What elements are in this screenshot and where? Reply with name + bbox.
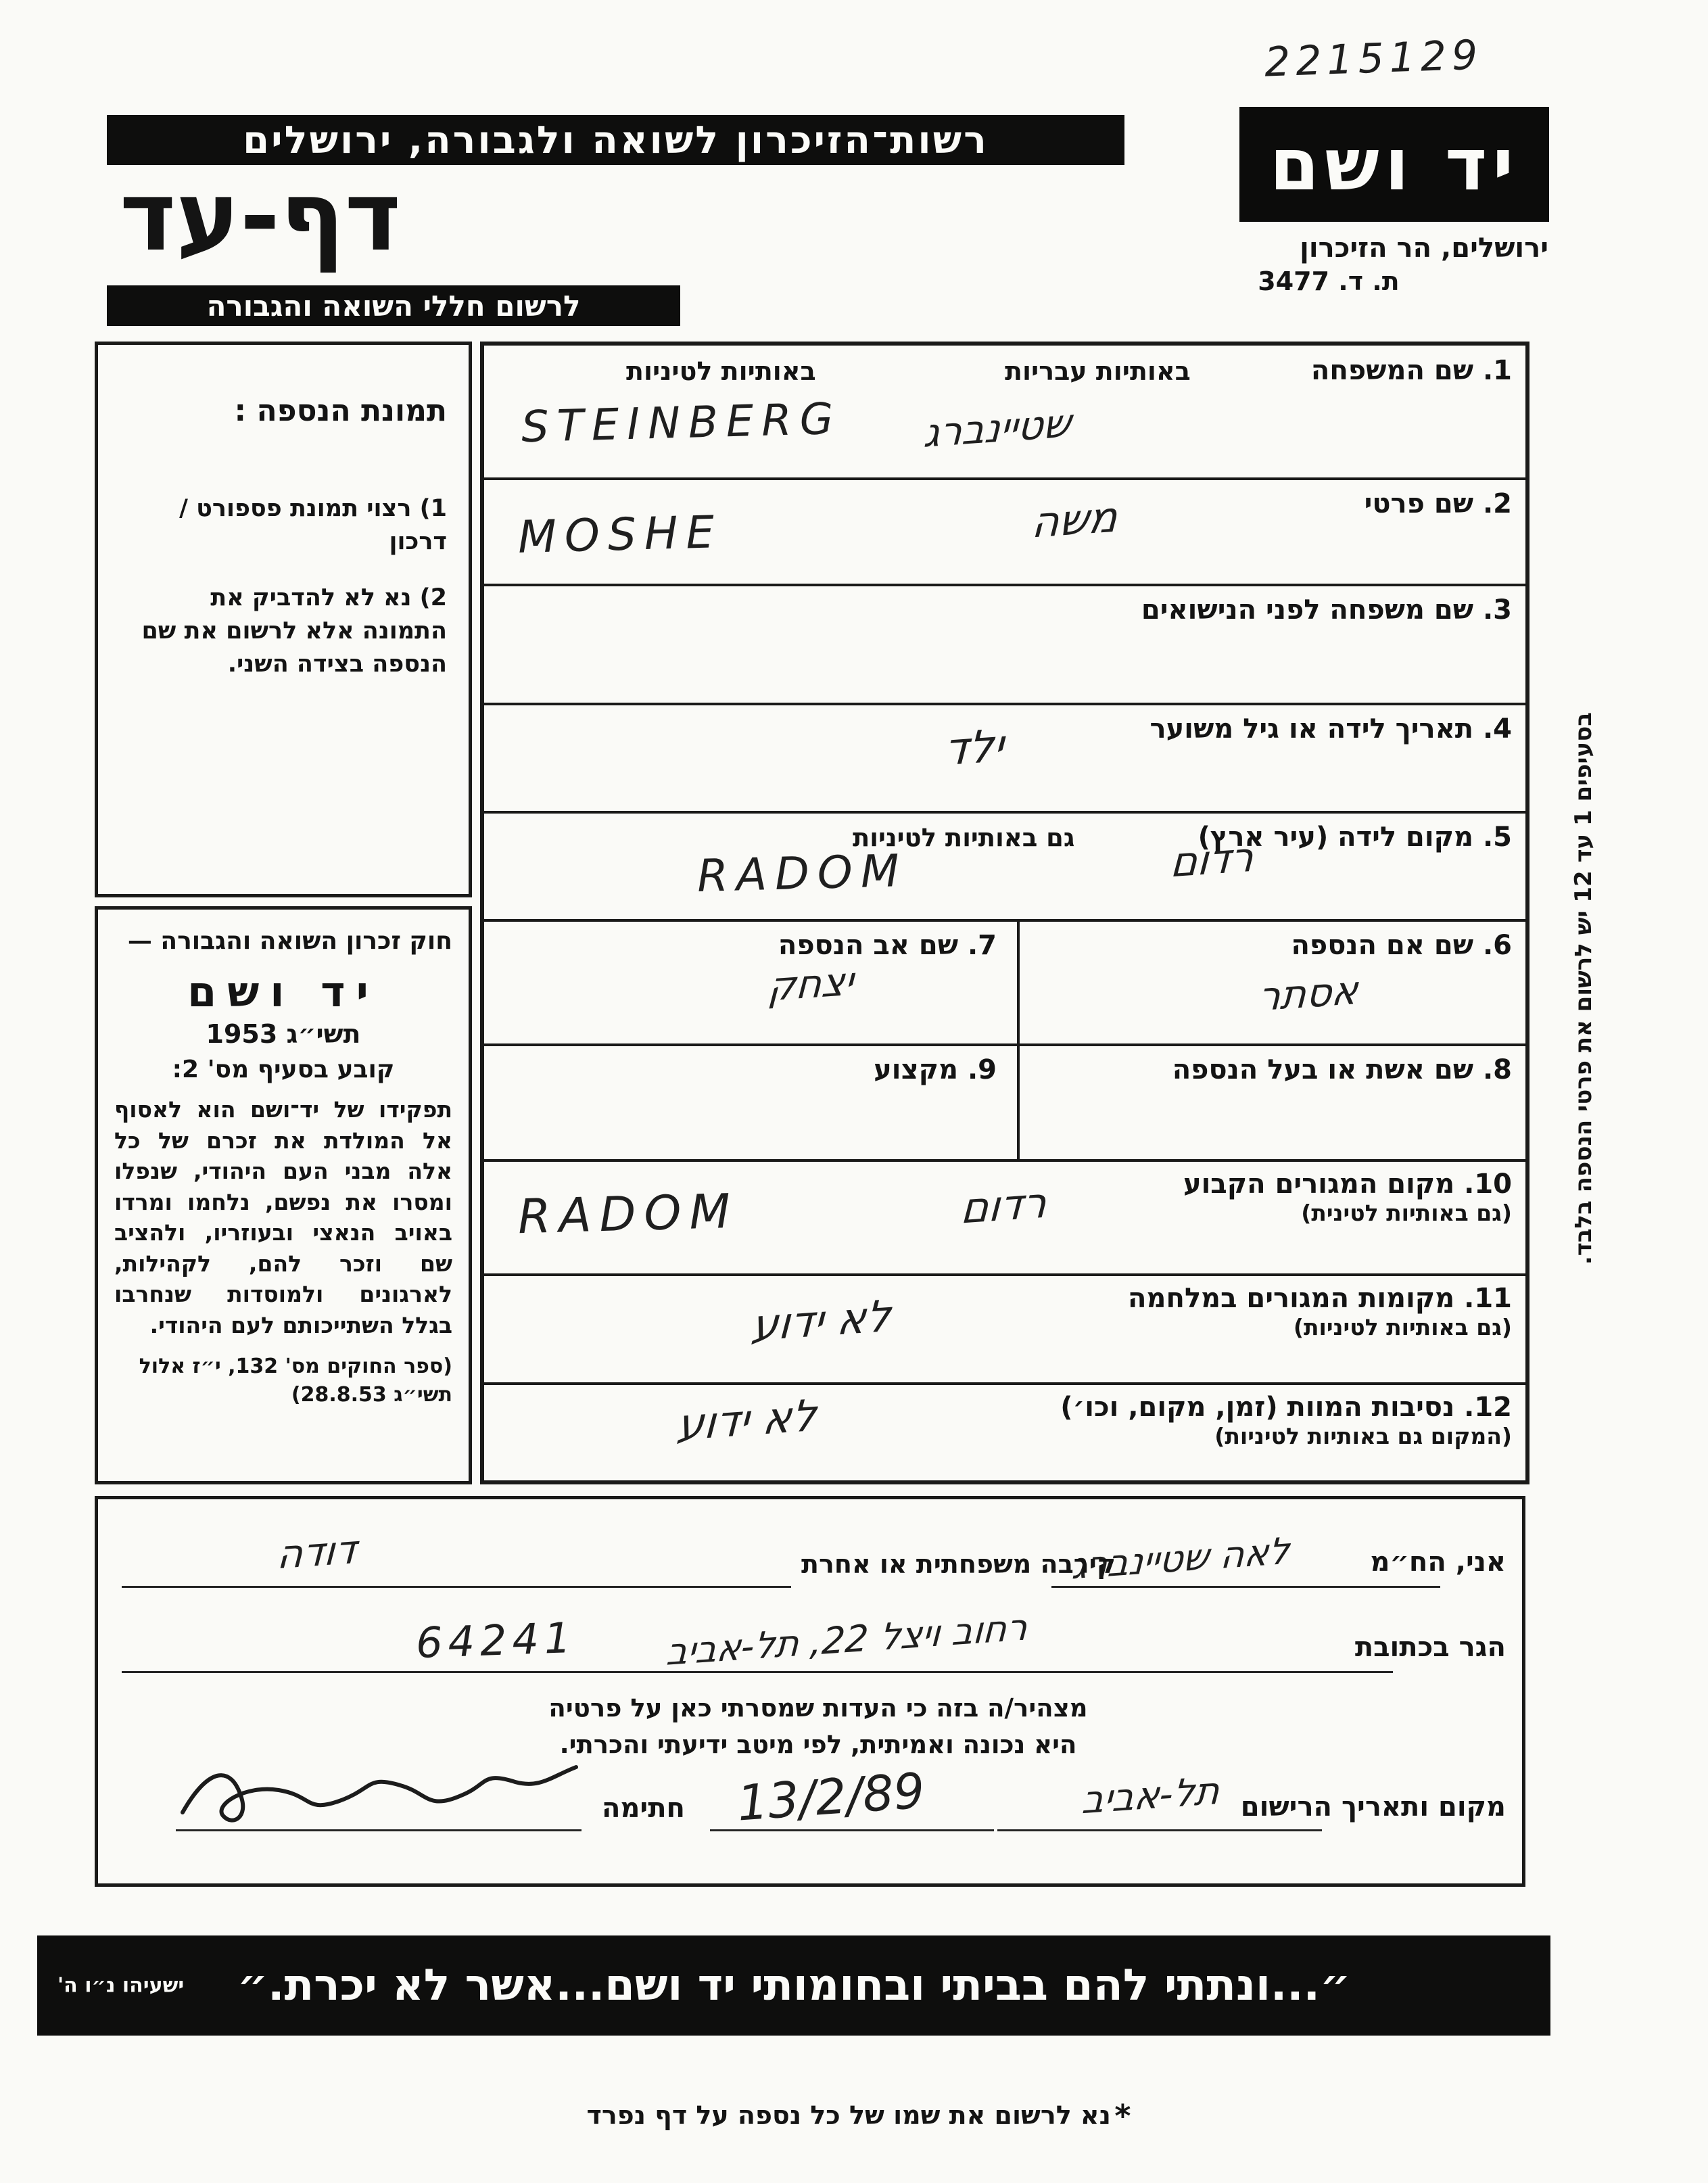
statement-line-1: מצהיר/ה בזה כי העדות שמסרתי כאן על פרטיה bbox=[548, 1693, 1088, 1722]
address-line bbox=[122, 1671, 1393, 1673]
field-row-8-9 bbox=[484, 1043, 1525, 1159]
law-box-org-name: יד ושם bbox=[187, 967, 379, 1016]
undersigned-label: אני, הח״מ bbox=[1370, 1547, 1506, 1578]
field-10-handwriting-hebrew: רדום bbox=[959, 1177, 1049, 1234]
law-box bbox=[95, 906, 472, 1484]
photo-box-title: תמונת הנספה : bbox=[234, 394, 447, 428]
footnote-text: נא לרשום את שמו של כל נספה על דף נפרד bbox=[586, 2100, 1111, 2130]
signature-handwriting bbox=[169, 1748, 588, 1836]
field-5-handwriting-hebrew: רדום bbox=[1168, 833, 1256, 887]
name-line bbox=[1051, 1586, 1440, 1588]
field-12-label-sub: (המקום גם באותיות לטיניות) bbox=[1214, 1423, 1512, 1449]
address-handwriting: רחוב ויצל 22, תל-אביב bbox=[665, 1605, 1029, 1674]
row-divider bbox=[1017, 1046, 1020, 1159]
margin-instruction-vertical: בסעיפים 1 עד 12 יש לרשום את פרטי הנספה בלבד. bbox=[1570, 712, 1597, 1265]
relation-handwriting: דודה bbox=[275, 1526, 358, 1578]
field-8-label: 8. שם אשת או בעל הנספה bbox=[1172, 1054, 1512, 1085]
field-1-label: 1. שם המשפחה bbox=[1310, 355, 1512, 386]
field-4-handwriting: ילד bbox=[942, 719, 1005, 776]
registration-label: מקום ותאריך הרישום bbox=[1240, 1791, 1506, 1823]
footnote bbox=[534, 2098, 1183, 2134]
date-line bbox=[710, 1829, 994, 1831]
relation-line bbox=[122, 1586, 791, 1588]
field-10-handwriting-latin: RADOM bbox=[517, 1183, 739, 1245]
form-fields-table bbox=[480, 342, 1529, 1484]
date-handwriting: 13/2/89 bbox=[735, 1762, 927, 1832]
field-7-handwriting: יצחק bbox=[766, 958, 855, 1010]
field-row-3 bbox=[484, 584, 1525, 703]
authority-header-bar: רשות־הזיכרון לשואה ולגבורה, ירושלים bbox=[107, 115, 1124, 165]
place-line bbox=[997, 1829, 1322, 1831]
declarant-section bbox=[95, 1496, 1525, 1887]
field-6-label: 6. שם אם הנספה bbox=[1291, 930, 1512, 961]
law-box-heading: חוק זכרון השואה והגבורה — bbox=[127, 927, 452, 955]
logo-address-city: ירושלים, הר הזיכרון bbox=[1300, 233, 1548, 264]
field-5-handwriting-latin: RADOM bbox=[696, 844, 908, 903]
field-2-label: 2. שם פרטי bbox=[1364, 488, 1512, 519]
field-row-4 bbox=[484, 703, 1525, 811]
photo-box-note-2: 2) נא לא להדביק את התמונה אלא לרשום את שם הנספה בצידה השני. bbox=[141, 584, 447, 678]
law-box-clause: קובע בסעיף מס' 2: bbox=[172, 1056, 395, 1083]
field-1-col-latin: באותיות לטיניות bbox=[626, 356, 816, 386]
field-2-handwriting-latin: MOSHE bbox=[517, 506, 723, 563]
zip-handwriting: 64241 bbox=[414, 1612, 577, 1668]
field-10-label bbox=[1183, 1169, 1512, 1226]
field-12-handwriting: לא ידוע bbox=[675, 1390, 818, 1451]
field-2-handwriting-hebrew: משה bbox=[1030, 492, 1119, 548]
field-9-label: 9. מקצוע bbox=[874, 1054, 997, 1085]
field-11-label bbox=[1128, 1283, 1512, 1340]
serial-number-handwriting: 2215129 bbox=[1263, 31, 1484, 87]
field-6-handwriting: אסתר bbox=[1256, 966, 1360, 1020]
field-12-label-main: 12. נסיבות המוות (זמן, מקום, וכו׳) bbox=[1060, 1392, 1512, 1423]
field-10-label-sub: (גם באותיות לטינית) bbox=[1301, 1200, 1512, 1226]
field-row-12 bbox=[484, 1382, 1525, 1488]
subtitle-bar: לרשום חללי השואה והגבורה bbox=[107, 285, 680, 326]
field-5-sub-label: גם באותיות לטיניות bbox=[853, 823, 1075, 852]
field-7-label: 7. שם אב הנספה bbox=[778, 930, 997, 961]
photo-box-note-1: 1) רצוי תמונת פספורט / דרכון bbox=[179, 495, 447, 555]
field-11-label-main: 11. מקומות המגורים במלחמה bbox=[1128, 1283, 1512, 1314]
quote-bar bbox=[37, 1935, 1550, 2036]
form-title: דף-עד bbox=[119, 161, 402, 273]
field-1-col-hebrew: באותיות עבריות bbox=[1005, 356, 1191, 386]
quote-attribution: ישעיהו נ״ו ה' bbox=[57, 1973, 185, 1998]
yad-vashem-logo bbox=[1239, 107, 1549, 222]
statement-line-2: היא נכונה ואמיתית, לפי מיטב ידיעתי והכרתי. bbox=[559, 1729, 1077, 1759]
address-label: הגר בכתובת bbox=[1354, 1632, 1506, 1663]
field-row-1 bbox=[484, 346, 1525, 477]
footnote-asterisk: * bbox=[1114, 2098, 1131, 2134]
field-1-handwriting-latin: STEINBERG bbox=[521, 394, 843, 453]
logo-text: יד ושם bbox=[1269, 122, 1519, 206]
field-row-6-7 bbox=[484, 919, 1525, 1043]
logo-address-pob: ת. ד. 3477 bbox=[1258, 266, 1400, 296]
field-11-handwriting: לא ידוע bbox=[749, 1291, 893, 1352]
field-12-label bbox=[1060, 1392, 1512, 1449]
field-11-label-sub: (גם באותיות לטיניות) bbox=[1293, 1314, 1512, 1340]
quote-text: ״...ונתתי להם בביתי ובחומותי יד ושם...אשר לא יכרת.״ bbox=[237, 1961, 1351, 2011]
photo-instructions-box bbox=[95, 342, 472, 897]
law-box-year: תשי״ג 1953 bbox=[206, 1019, 361, 1049]
name-handwriting: לאה שטיינברג bbox=[1070, 1529, 1291, 1588]
field-10-label-main: 10. מקום המגורים הקבוע bbox=[1183, 1169, 1512, 1200]
field-row-10 bbox=[484, 1159, 1525, 1273]
field-1-handwriting-hebrew: שטיינברג bbox=[922, 400, 1073, 456]
relation-label: קירבה משפחתית או אחרת bbox=[801, 1549, 1116, 1579]
law-box-citation: (ספר החוקים מס' 132, י״ז אלול תשי״ג 28.8.53) bbox=[139, 1355, 452, 1407]
signature-label: חתימה bbox=[602, 1793, 686, 1824]
field-5-label: 5. מקום לידה (עיר ארץ) bbox=[1197, 822, 1512, 853]
field-row-2 bbox=[484, 477, 1525, 584]
field-3-label: 3. שם משפחה לפני הנישואים bbox=[1141, 594, 1512, 626]
field-row-11 bbox=[484, 1273, 1525, 1382]
row-divider bbox=[1017, 922, 1020, 1043]
field-4-label: 4. תאריך לידה או גיל משוער bbox=[1149, 713, 1512, 745]
law-box-body: תפקידו של יד־ושם הוא לאסוף אל המולדת את זכרם של כל אלה מבני העם היהודי, שנפלו ומסרו את נפשם, נלחמו ומרדו באויב הנאצי ובעוזריו, ולהציב שם וזכר להם, לקהילות, לארגונים ולמוסדות שנחרבו בגלל השתייכותם לעם היהודי. bbox=[114, 1096, 452, 1338]
place-handwriting: תל-אביב bbox=[1080, 1768, 1221, 1823]
field-row-5 bbox=[484, 811, 1525, 919]
